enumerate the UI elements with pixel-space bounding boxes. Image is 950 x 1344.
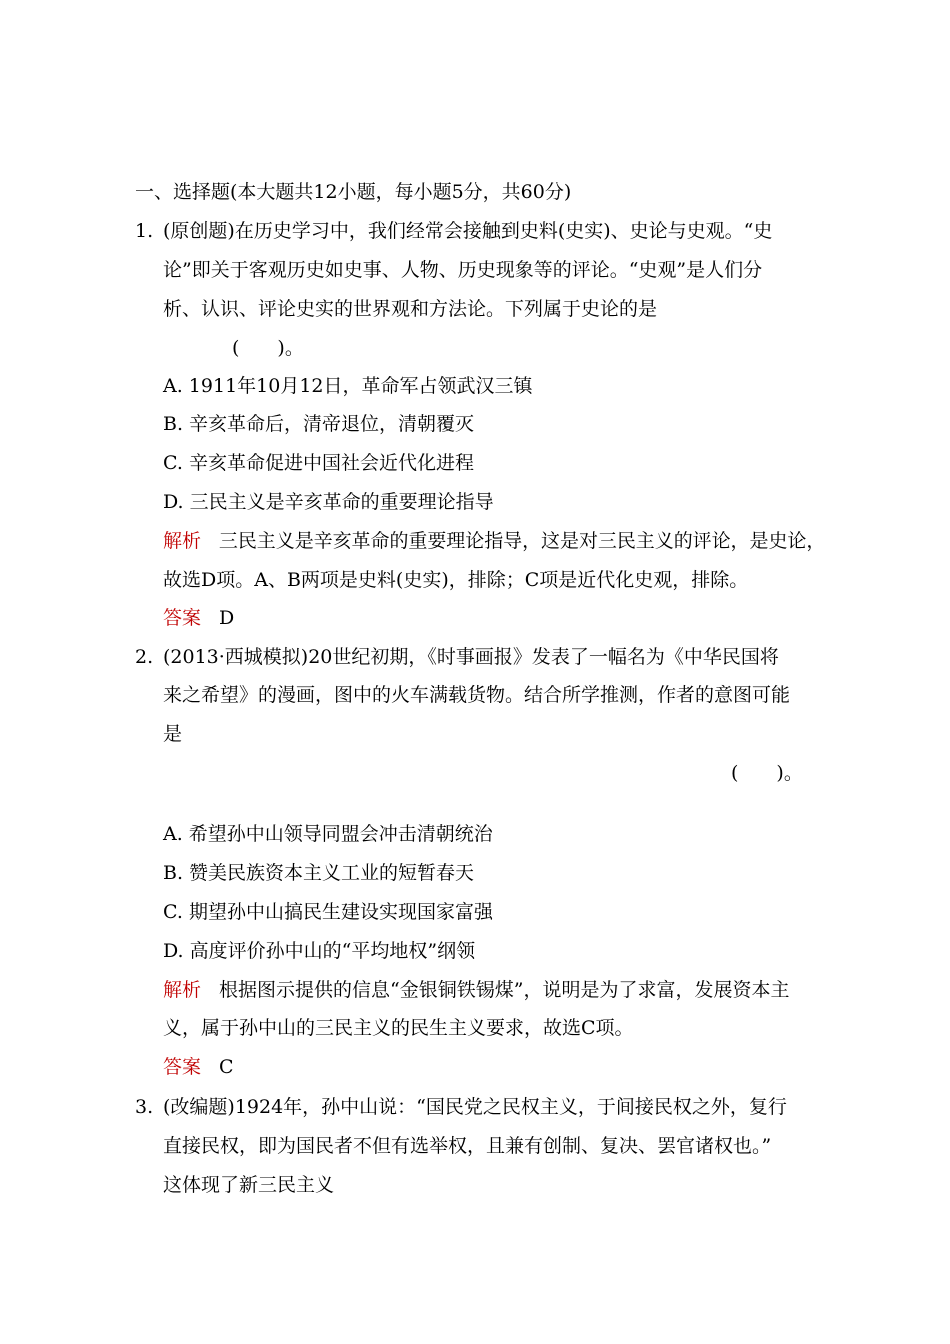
question-2-line-2: 来之希望》的漫画，图中的火车满载货物。结合所学推测，作者的意图可能 [163,684,791,706]
answer-label: 答案 [163,607,202,629]
question-1-option-b: B. 辛亥革命后，清帝退位，清朝覆灭 [163,413,475,435]
question-1-line-1: (原创题)在历史学习中，我们经常会接触到史料(史实)、史论与史观。“史 [163,220,773,242]
question-2-blank: ( )。 [731,762,803,784]
question-2-analysis [163,976,789,1004]
question-3-line-1: (改编题)1924年，孙中山说：“国民党之民权主义，于间接民权之外，复行 [163,1096,787,1118]
question-2-option-b: B. 赞美民族资本主义工业的短暂春天 [163,862,475,884]
question-1-blank: ( )。 [232,337,304,359]
question-1-option-c: C. 辛亥革命促进中国社会近代化进程 [163,452,474,474]
question-1-option-a: A. 1911年10月12日，革命军占领武汉三镇 [163,375,533,397]
analysis-text-line-1: 根据图示提供的信息“金银铜铁锡煤”，说明是为了求富，发展资本主 [219,979,790,1001]
question-3-line-3: 这体现了新三民主义 [163,1174,335,1196]
analysis-label: 解析 [163,979,202,1001]
question-3-number: 3. [135,1096,154,1118]
question-2-line-3: 是 [163,723,183,745]
question-1-line-3: 析、认识、评论史实的世界观和方法论。下列属于史论的是 [163,298,658,320]
analysis-label: 解析 [163,530,201,552]
answer-label: 答案 [163,1056,202,1078]
question-2-option-d: D. 高度评价孙中山的“平均地权”纲领 [163,940,476,962]
answer-value: C [219,1056,234,1078]
section-header: 一、选择题(本大题共12小题，每小题5分，共60分) [135,181,572,203]
question-1-analysis-line-2: 故选D项。A、B两项是史料(史实)，排除；C项是近代化史观，排除。 [163,569,749,591]
question-1-option-d: D. 三民主义是辛亥革命的重要理论指导 [163,491,494,513]
question-1-number: 1. [135,220,154,242]
analysis-text-line-1: 三民主义是辛亥革命的重要理论指导，这是对三民主义的评论，是史论， [218,530,826,552]
question-3-line-2: 直接民权，即为国民者不但有选举权，且兼有创制、复决、罢官诸权也。” [163,1135,772,1157]
answer-value: D [219,607,235,629]
question-2-option-a: A. 希望孙中山领导同盟会冲击清朝统治 [163,823,493,845]
question-1-answer [163,604,234,632]
question-1-analysis [163,527,825,555]
question-2-analysis-line-2: 义，属于孙中山的三民主义的民生主义要求，故选C项。 [163,1017,634,1039]
question-2-number: 2. [135,646,154,668]
question-2-line-1: (2013·西城模拟)20世纪初期，《时事画报》发表了一幅名为《中华民国将 [163,646,779,668]
question-2-answer [163,1053,234,1081]
question-2-option-c: C. 期望孙中山搞民生建设实现国家富强 [163,901,493,923]
question-1-line-2: 论”即关于客观历史如史事、人物、历史现象等的评论。“史观”是人们分 [163,259,763,281]
